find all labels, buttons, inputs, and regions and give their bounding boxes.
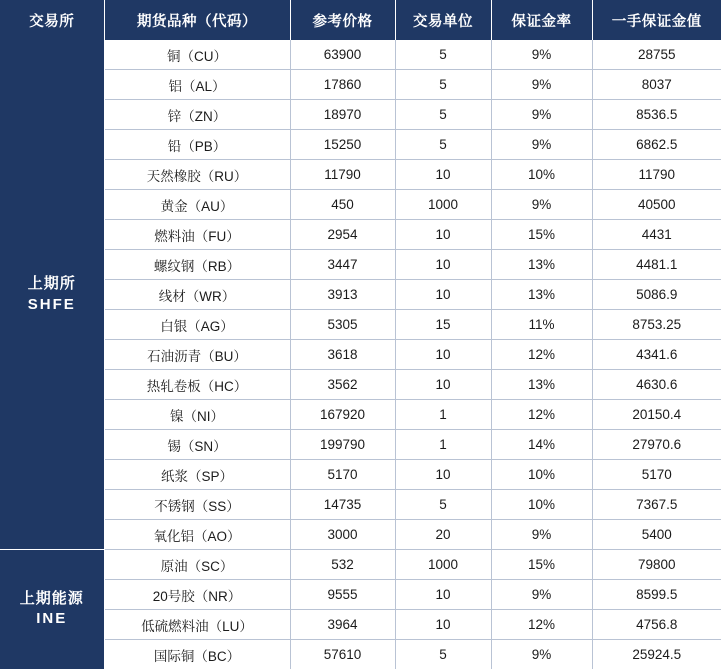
trading-unit-cell: 1000 (395, 190, 491, 220)
table-row (0, 610, 721, 640)
margin-rate-cell: 13% (491, 250, 592, 280)
exchange-name-en: INE (36, 610, 68, 628)
reference-price-cell: 18970 (290, 100, 395, 130)
margin-value-cell: 8599.5 (592, 580, 721, 610)
header-row (0, 0, 721, 40)
margin-value-cell: 4630.6 (592, 370, 721, 400)
margin-value-cell: 79800 (592, 550, 721, 580)
margin-value-cell: 8753.25 (592, 310, 721, 340)
reference-price-cell: 532 (290, 550, 395, 580)
product-name-cell: 国际铜（BC） (104, 640, 290, 670)
trading-unit-cell: 5 (395, 40, 491, 70)
margin-value-cell: 28755 (592, 40, 721, 70)
margin-rate-cell: 9% (491, 640, 592, 670)
trading-unit-cell: 1 (395, 400, 491, 430)
product-name-cell: 镍（NI） (104, 400, 290, 430)
trading-unit-cell: 1000 (395, 550, 491, 580)
table-row (0, 400, 721, 430)
product-name-cell: 螺纹钢（RB） (104, 250, 290, 280)
table-row (0, 130, 721, 160)
trading-unit-cell: 10 (395, 220, 491, 250)
column-header-margin-rate: 保证金率 (491, 0, 592, 40)
margin-rate-cell: 9% (491, 100, 592, 130)
reference-price-cell: 199790 (290, 430, 395, 460)
reference-price-cell: 63900 (290, 40, 395, 70)
trading-unit-cell: 5 (395, 490, 491, 520)
reference-price-cell: 14735 (290, 490, 395, 520)
margin-value-cell: 25924.5 (592, 640, 721, 670)
margin-value-cell: 6862.5 (592, 130, 721, 160)
margin-rate-cell: 15% (491, 550, 592, 580)
margin-rate-cell: 9% (491, 130, 592, 160)
table-row (0, 250, 721, 280)
margin-value-cell: 5170 (592, 460, 721, 490)
reference-price-cell: 15250 (290, 130, 395, 160)
margin-value-cell: 40500 (592, 190, 721, 220)
product-name-cell: 铜（CU） (104, 40, 290, 70)
trading-unit-cell: 20 (395, 520, 491, 550)
product-name-cell: 纸浆（SP） (104, 460, 290, 490)
margin-value-cell: 8037 (592, 70, 721, 100)
margin-rate-cell: 9% (491, 40, 592, 70)
table-row (0, 430, 721, 460)
margin-rate-cell: 9% (491, 70, 592, 100)
reference-price-cell: 9555 (290, 580, 395, 610)
column-header-unit: 交易单位 (395, 0, 491, 40)
margin-rate-cell: 10% (491, 490, 592, 520)
column-header-price: 参考价格 (290, 0, 395, 40)
table-row (0, 520, 721, 550)
product-name-cell: 铅（PB） (104, 130, 290, 160)
trading-unit-cell: 10 (395, 250, 491, 280)
trading-unit-cell: 10 (395, 580, 491, 610)
margin-rate-cell: 13% (491, 370, 592, 400)
margin-rate-cell: 14% (491, 430, 592, 460)
trading-unit-cell: 10 (395, 160, 491, 190)
trading-unit-cell: 10 (395, 370, 491, 400)
table-row (0, 460, 721, 490)
product-name-cell: 氧化铝（AO） (104, 520, 290, 550)
table-row (0, 220, 721, 250)
table-row (0, 640, 721, 670)
product-name-cell: 低硫燃料油（LU） (104, 610, 290, 640)
margin-value-cell: 11790 (592, 160, 721, 190)
product-name-cell: 不锈钢（SS） (104, 490, 290, 520)
table-row (0, 100, 721, 130)
margin-value-cell: 8536.5 (592, 100, 721, 130)
product-name-cell: 20号胶（NR） (104, 580, 290, 610)
margin-value-cell: 4481.1 (592, 250, 721, 280)
table-row (0, 310, 721, 340)
reference-price-cell: 450 (290, 190, 395, 220)
margin-value-cell: 5400 (592, 520, 721, 550)
product-name-cell: 黄金（AU） (104, 190, 290, 220)
product-name-cell: 天然橡胶（RU） (104, 160, 290, 190)
trading-unit-cell: 5 (395, 100, 491, 130)
column-header-margin-value: 一手保证金值 (592, 0, 721, 40)
product-name-cell: 线材（WR） (104, 280, 290, 310)
margin-value-cell: 4756.8 (592, 610, 721, 640)
trading-unit-cell: 10 (395, 460, 491, 490)
table-row (0, 340, 721, 370)
margin-rate-cell: 12% (491, 400, 592, 430)
margin-rate-cell: 12% (491, 610, 592, 640)
margin-value-cell: 27970.6 (592, 430, 721, 460)
margin-rate-cell: 10% (491, 460, 592, 490)
table-row (0, 190, 721, 220)
table-row (0, 280, 721, 310)
product-name-cell: 铝（AL） (104, 70, 290, 100)
margin-rate-cell: 9% (491, 520, 592, 550)
trading-unit-cell: 5 (395, 130, 491, 160)
table-header (0, 0, 721, 40)
column-header-exchange: 交易所 (0, 0, 104, 40)
table-row (0, 370, 721, 400)
reference-price-cell: 3913 (290, 280, 395, 310)
trading-unit-cell: 10 (395, 340, 491, 370)
table-row (0, 40, 721, 70)
reference-price-cell: 3000 (290, 520, 395, 550)
trading-unit-cell: 15 (395, 310, 491, 340)
reference-price-cell: 5170 (290, 460, 395, 490)
trading-unit-cell: 1 (395, 430, 491, 460)
margin-rate-cell: 9% (491, 580, 592, 610)
margin-value-cell: 5086.9 (592, 280, 721, 310)
margin-value-cell: 4341.6 (592, 340, 721, 370)
trading-unit-cell: 10 (395, 610, 491, 640)
reference-price-cell: 17860 (290, 70, 395, 100)
exchange-name-en: SHFE (27, 295, 76, 313)
margin-rate-cell: 10% (491, 160, 592, 190)
exchange-name-cn: 上期所 (27, 275, 76, 293)
reference-price-cell: 5305 (290, 310, 395, 340)
margin-rate-cell: 13% (491, 280, 592, 310)
margin-value-cell: 7367.5 (592, 490, 721, 520)
table-row (0, 490, 721, 520)
table-row (0, 580, 721, 610)
reference-price-cell: 167920 (290, 400, 395, 430)
product-name-cell: 锡（SN） (104, 430, 290, 460)
reference-price-cell: 3618 (290, 340, 395, 370)
trading-unit-cell: 5 (395, 640, 491, 670)
product-name-cell: 锌（ZN） (104, 100, 290, 130)
margin-rate-cell: 9% (491, 190, 592, 220)
margin-rate-cell: 15% (491, 220, 592, 250)
reference-price-cell: 3562 (290, 370, 395, 400)
trading-unit-cell: 10 (395, 280, 491, 310)
table-row (0, 160, 721, 190)
reference-price-cell: 3964 (290, 610, 395, 640)
margin-value-cell: 4431 (592, 220, 721, 250)
reference-price-cell: 3447 (290, 250, 395, 280)
product-name-cell: 燃料油（FU） (104, 220, 290, 250)
column-header-product: 期货品种（代码） (104, 0, 290, 40)
margin-rate-cell: 12% (491, 340, 592, 370)
margin-value-cell: 20150.4 (592, 400, 721, 430)
table-row (0, 550, 721, 580)
exchange-name-cn: 上期能源 (19, 590, 84, 607)
reference-price-cell: 11790 (290, 160, 395, 190)
product-name-cell: 白银（AG） (104, 310, 290, 340)
product-name-cell: 热轧卷板（HC） (104, 370, 290, 400)
product-name-cell: 原油（SC） (104, 550, 290, 580)
exchange-cell (0, 550, 104, 670)
reference-price-cell: 2954 (290, 220, 395, 250)
product-name-cell: 石油沥青（BU） (104, 340, 290, 370)
margin-rate-cell: 11% (491, 310, 592, 340)
exchange-cell (0, 40, 104, 550)
table-body (0, 40, 721, 669)
trading-unit-cell: 5 (395, 70, 491, 100)
reference-price-cell: 57610 (290, 640, 395, 670)
table-row (0, 70, 721, 100)
